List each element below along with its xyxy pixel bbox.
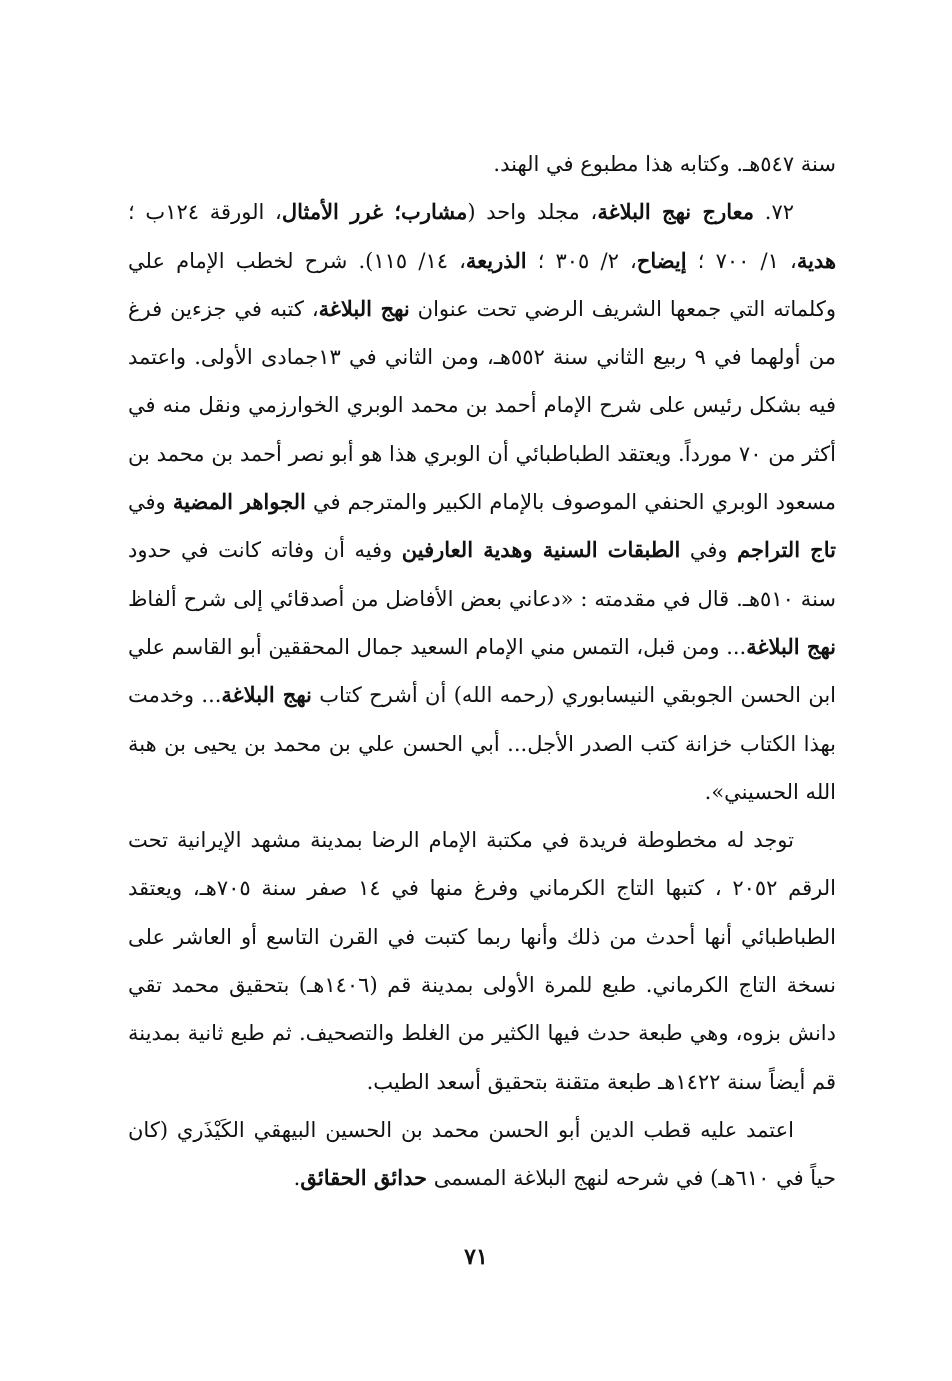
text-run: وفي xyxy=(128,490,173,515)
bold-term: نهج البلاغة xyxy=(221,682,312,708)
bold-term: تاج التراجم xyxy=(737,537,836,563)
text-run: ... وخدمت بهذا الكتاب خزانة كتب الصدر الأجل... أبي الحسن علي بن محمد بن يحيى بن هبة الله الحسيني». xyxy=(128,683,836,804)
page-number: ٧١ xyxy=(464,1244,488,1270)
text-run: ، مجلد واحد ( xyxy=(467,200,598,225)
text-run: اعتمد عليه قطب الدين أبو الحسن محمد بن الحسين البيهقي الكَيْذَري (كان حياً في ٦١٠هـ) في شرحه لنهج البلاغة المسمى xyxy=(128,1117,836,1191)
paragraph-manuscript xyxy=(128,816,836,1106)
text-run: . xyxy=(293,1166,301,1191)
text-run: توجد له مخطوطة فريدة في مكتبة الإمام الرضا بمدينة مشهد الإيرانية تحت الرقم ٢٠٥٢ ، كتبها التاج الكرماني وفرغ منها في ١٤ صفر سنة ٧٠٥هـ، ويعتقد الطباطبائي أنها أحدث من ذلك وأنها ربما كتبت في القرن التاسع أو العاشر على نسخة التاج الكرماني. طبع للمرة الأولى بمدينة قم (١٤٠٦هـ) بتحقيق محمد تقي دانش بزوه، وهي طبعة حدث فيها الكثير من الغلط والتصحيف. ثم طبع ثانية بمدينة قم أيضاً سنة ١٤٢٢هـ طبعة متقنة بتحقيق أسعد الطيب. xyxy=(128,828,837,1094)
text-run: ، كتبه في جزءين فرغ من أولهما في ٩ ربيع الثاني سنة ٥٥٢هـ، ومن الثاني في ١٣جمادى الأولى. واعتمد فيه بشكل رئيس على شرح الإمام أحمد بن محمد الوبري الخوارزمي ونقل منه في أكثر من ٧٠ مورداً. ويعتقد الطباطبائي أن الوبري هذا هو أبو نصر أحمد بن محمد بن مسعود الوبري الحنفي الموصوف بالإمام الكبير والمترجم في xyxy=(128,296,836,515)
bold-term: الجواهر المضية xyxy=(172,489,306,515)
text-run: ، ٢/ ٣٠٥ ؛ xyxy=(526,248,637,273)
paragraph-continuation xyxy=(128,140,836,188)
bold-term: هدية xyxy=(796,247,837,273)
bold-term: معارج نهج البلاغة xyxy=(597,199,754,225)
bold-term: نهج البلاغة xyxy=(746,633,837,659)
text-run: ... ومن قبل، التمس مني الإمام السعيد جمال المحققين أبو القاسم علي ابن الحسن الجوبقي النيسابوري (رحمه الله) أن أشرح كتاب xyxy=(128,634,837,708)
body-text xyxy=(128,140,836,1203)
text-run: ، الورقة ١٢٤ب ؛ xyxy=(128,200,282,225)
text-run: ، ١/ ٧٠٠ ؛ xyxy=(686,248,797,273)
bold-term: مشارب؛ غرر الأمثال xyxy=(281,199,468,225)
bold-term: حدائق الحقائق xyxy=(300,1165,428,1191)
text-run: ٧٢. xyxy=(754,200,794,225)
bold-term: إيضاح xyxy=(636,247,687,273)
text-run: وفي xyxy=(680,538,738,563)
paragraph-entry-72 xyxy=(128,188,836,816)
bold-term: الذريعة xyxy=(465,247,527,273)
bold-term: نهج البلاغة xyxy=(318,295,410,321)
text-run: وفيه أن وفاته كانت في حدود سنة ٥١٠هـ. قال في مقدمته : «دعاني بعض الأفاضل من أصدقائي إلى شرح ألفاظ xyxy=(128,538,837,611)
paragraph-commentary xyxy=(128,1106,836,1203)
text-run: سنة ٥٤٧هـ. وكتابه هذا مطبوع في الهند. xyxy=(493,152,836,176)
bold-term: الطبقات السنية وهدية العارفين xyxy=(401,537,681,563)
text-run: ، ١٤/ ١١٥). شرح لخطب الإمام علي وكلماته التي جمعها الشريف الرضي تحت عنوان xyxy=(128,248,836,321)
